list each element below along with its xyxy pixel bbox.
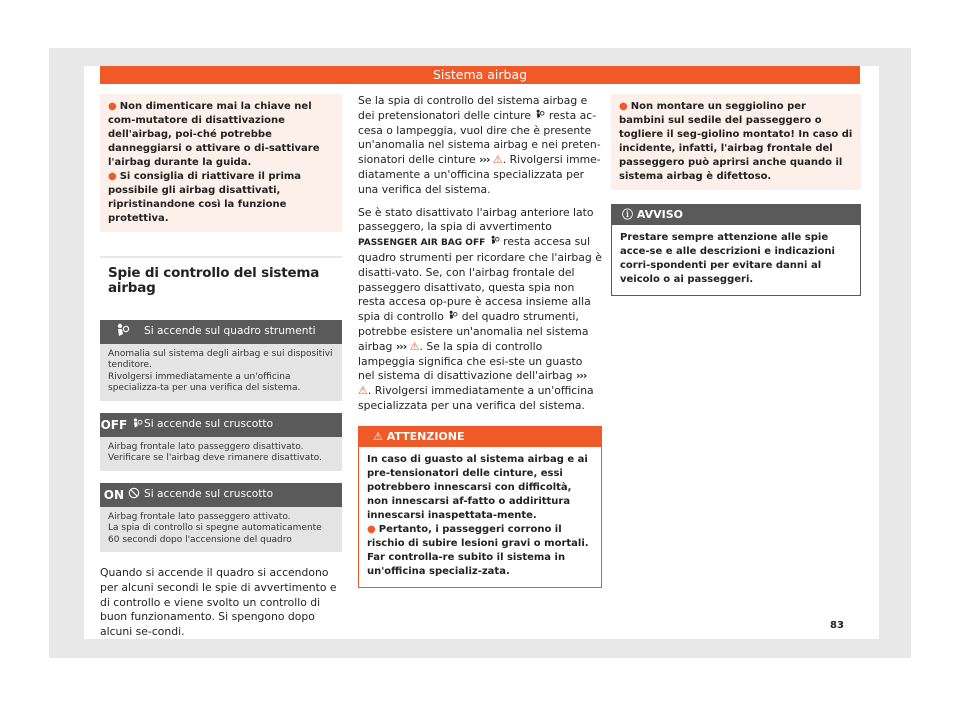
section-title: Spie di controllo del sistema airbag	[100, 256, 342, 306]
airbag-person-icon	[447, 310, 458, 320]
column-right	[611, 94, 861, 296]
bullet-icon: ●	[108, 101, 117, 112]
lamp-heading: Si accende sul quadro strumenti	[144, 325, 316, 338]
warning-triangle-icon: ⚠	[358, 384, 368, 398]
airbag-person-icon	[100, 323, 144, 341]
note-box	[611, 94, 861, 190]
lamp-header	[100, 320, 342, 344]
warning-box	[358, 426, 602, 588]
airbag-person-icon	[534, 109, 545, 119]
warning-header: ⚠ ATTENZIONE	[359, 427, 601, 447]
passenger-airbag-off-label: PASSENGER AIR BAG OFF	[358, 238, 486, 249]
column-middle	[358, 94, 602, 588]
airbag-person-icon	[489, 235, 500, 245]
lamp-description: Airbag frontale lato passeggero attivato. La spia di controllo si spegne automaticamente 60 secondi dopo l'accensione del quadro	[100, 507, 342, 553]
reference-arrows[interactable]: ›››	[479, 153, 490, 167]
column-left	[100, 94, 342, 648]
bullet-icon: ●	[619, 101, 628, 112]
page-title: Sistema airbag	[100, 66, 860, 84]
lamp-description: Anomalia sul sistema degli airbag e sui dispositivi tenditore. Rivolgersi immediatamente a un'officina specializza-ta per una verifica del sistema.	[100, 344, 342, 401]
warning-triangle-icon: ⚠	[492, 153, 503, 167]
lamp-entry	[100, 483, 342, 553]
note-item: ● Non montare un seggiolino per bambini sul sedile del passeggero o togliere il seg-giolino montato! In caso di incidente, infatti, l'airbag frontale del passeggero può aprirsi anche quando il sistema airbag è difettoso.	[619, 101, 853, 182]
note-item: ● Si consiglia di riattivare il prima possibile gli airbag disattivati, ripristinandone così la funzione protettiva.	[108, 171, 302, 224]
warning-item: ● Pertanto, i passeggeri corrono il rischio di subire lesioni gravi o mortali. Far controlla-re subito il sistema in un'officina specializ-zata.	[367, 523, 589, 577]
note-item: ● Non dimenticare mai la chiave nel com-mutatore di disattivazione dell'airbag, poi-ché potrebbe danneggiarsi o attivare o di-sattivare l'airbag durante la guida.	[108, 101, 320, 168]
lamp-heading: Si accende sul cruscotto	[144, 418, 274, 431]
notice-body: Prestare sempre attenzione alle spie acce-se e alle descrizioni e indicazioni corri-spondenti per evitare danni al veicolo o ai passeggeri.	[620, 232, 835, 285]
lamp-description: Airbag frontale lato passeggero disattivato. Verificare se l'airbag deve rimanere disattivato.	[100, 437, 342, 471]
page-number: 83	[830, 620, 844, 631]
reference-arrows[interactable]: ›››	[395, 339, 407, 353]
lamp-header	[100, 483, 342, 507]
paragraph: Se la spia di controllo del sistema airbag e dei pretensionatori delle cinture resta ac-cesa o lampeggia, vuol dire che è presente un'anomalia nel sistema airbag e nei preten-sionatori delle cinture ››› ⚠. Rivolgersi imme-diatamente a un'officina specializzata per una verifica del sistema.	[358, 94, 601, 196]
passenger-airbag-on-icon: ON	[100, 487, 144, 503]
reference-arrows[interactable]: ›››	[575, 369, 587, 383]
info-icon: ⓘ	[622, 208, 633, 221]
lamp-entry	[100, 413, 342, 471]
notice-box	[611, 204, 861, 296]
note-box	[100, 94, 342, 232]
passenger-airbag-off-icon: OFF	[100, 417, 144, 433]
closing-paragraph: Quando si accende il quadro si accendono per alcuni secondi le spie di avvertimento e di controllo e viene svolto un controllo di buon funzionamento. Si spengono dopo alcuni se-condi.	[100, 566, 337, 639]
bullet-icon: ●	[367, 523, 376, 535]
notice-header: ⓘ AVVISO	[612, 205, 860, 225]
bullet-icon: ●	[108, 171, 117, 182]
warning-body: In caso di guasto al sistema airbag e ai pre-tensionatori delle cinture, essi potrebbero innescarsi con difficoltà, non innescarsi af-fatto o addirittura innescarsi inaspettata-mente. ● Pertanto, i passeggeri corrono il rischio di subire lesioni gravi o mortali. Far controlla-re subito il sistema in un'officina specializ-zata.	[359, 447, 601, 587]
paragraph: Se è stato disattivato l'airbag anteriore lato passeggero, la spia di avvertimento PASSENGER AIR BAG OFF resta accesa sul quadro strumenti per ricordare che l'airbag è disatti-vato. Se, con l'airbag frontale del passeggero disattivato, questa spia non resta accesa op-pure è accesa insieme alla spia di controllo del quadro strumenti, potrebbe esistere un'anomalia nel sistema airbag ››› ⚠. Se la spia di controllo lampeggia significa che esi-ste un guasto nel sistema di disattivazione dell'airbag ››› ⚠. Rivolgersi immediatamente a un'officina specializzata per una verifica del sistema.	[358, 205, 602, 412]
lamp-entry	[100, 320, 342, 401]
warning-triangle-icon: ⚠	[373, 429, 383, 443]
lamp-heading: Si accende sul cruscotto	[144, 488, 274, 501]
warning-triangle-icon: ⚠	[409, 339, 420, 353]
lamp-header	[100, 413, 342, 437]
